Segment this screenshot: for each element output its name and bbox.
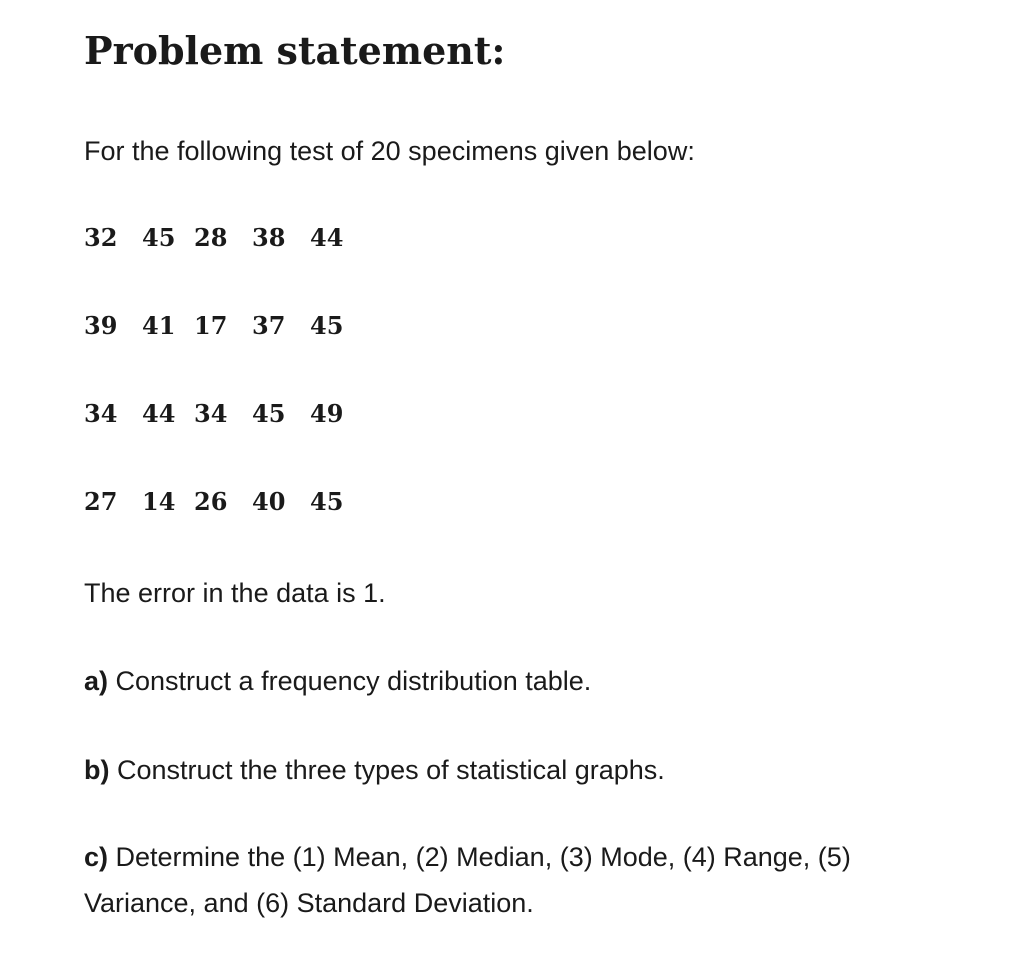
data-row-4 [84, 486, 368, 518]
question-c-label: c) [84, 842, 109, 872]
data-value: 39 [84, 311, 118, 340]
data-row-2 [84, 310, 368, 342]
intro-text: For the following test of 20 specimens given below: [84, 136, 695, 166]
data-value: 27 [84, 487, 118, 516]
data-value: 45 [310, 487, 344, 516]
data-row-3 [84, 398, 368, 430]
data-value: 40 [252, 487, 286, 516]
data-value: 45 [310, 311, 344, 340]
data-value: 37 [252, 311, 286, 340]
data-value: 41 [142, 311, 176, 340]
data-value: 44 [310, 223, 344, 252]
question-b [84, 753, 665, 787]
question-a-text: Construct a frequency distribution table. [108, 666, 592, 696]
data-value: 45 [142, 223, 176, 252]
error-note: The error in the data is 1. [84, 578, 386, 608]
data-value: 26 [194, 487, 228, 516]
data-value: 28 [194, 223, 228, 252]
data-value: 44 [142, 399, 176, 428]
data-value: 45 [252, 399, 286, 428]
data-value: 34 [194, 399, 228, 428]
question-a [84, 664, 591, 698]
page-title: Problem statement: [84, 28, 506, 73]
data-value: 38 [252, 223, 286, 252]
question-b-text: Construct the three types of statistical graphs. [109, 755, 665, 785]
question-a-label: a) [84, 666, 109, 696]
data-value: 34 [84, 399, 118, 428]
question-b-label: b) [84, 755, 110, 785]
data-value: 17 [194, 311, 228, 340]
question-c [84, 834, 964, 926]
question-c-text: Determine the (1) Mean, (2) Median, (3) Mode, (4) Range, (5) Variance, and (6) Standard Deviation. [84, 842, 851, 918]
data-row-1 [84, 222, 368, 254]
data-value: 49 [310, 399, 344, 428]
data-value: 32 [84, 223, 118, 252]
data-value: 14 [142, 487, 176, 516]
